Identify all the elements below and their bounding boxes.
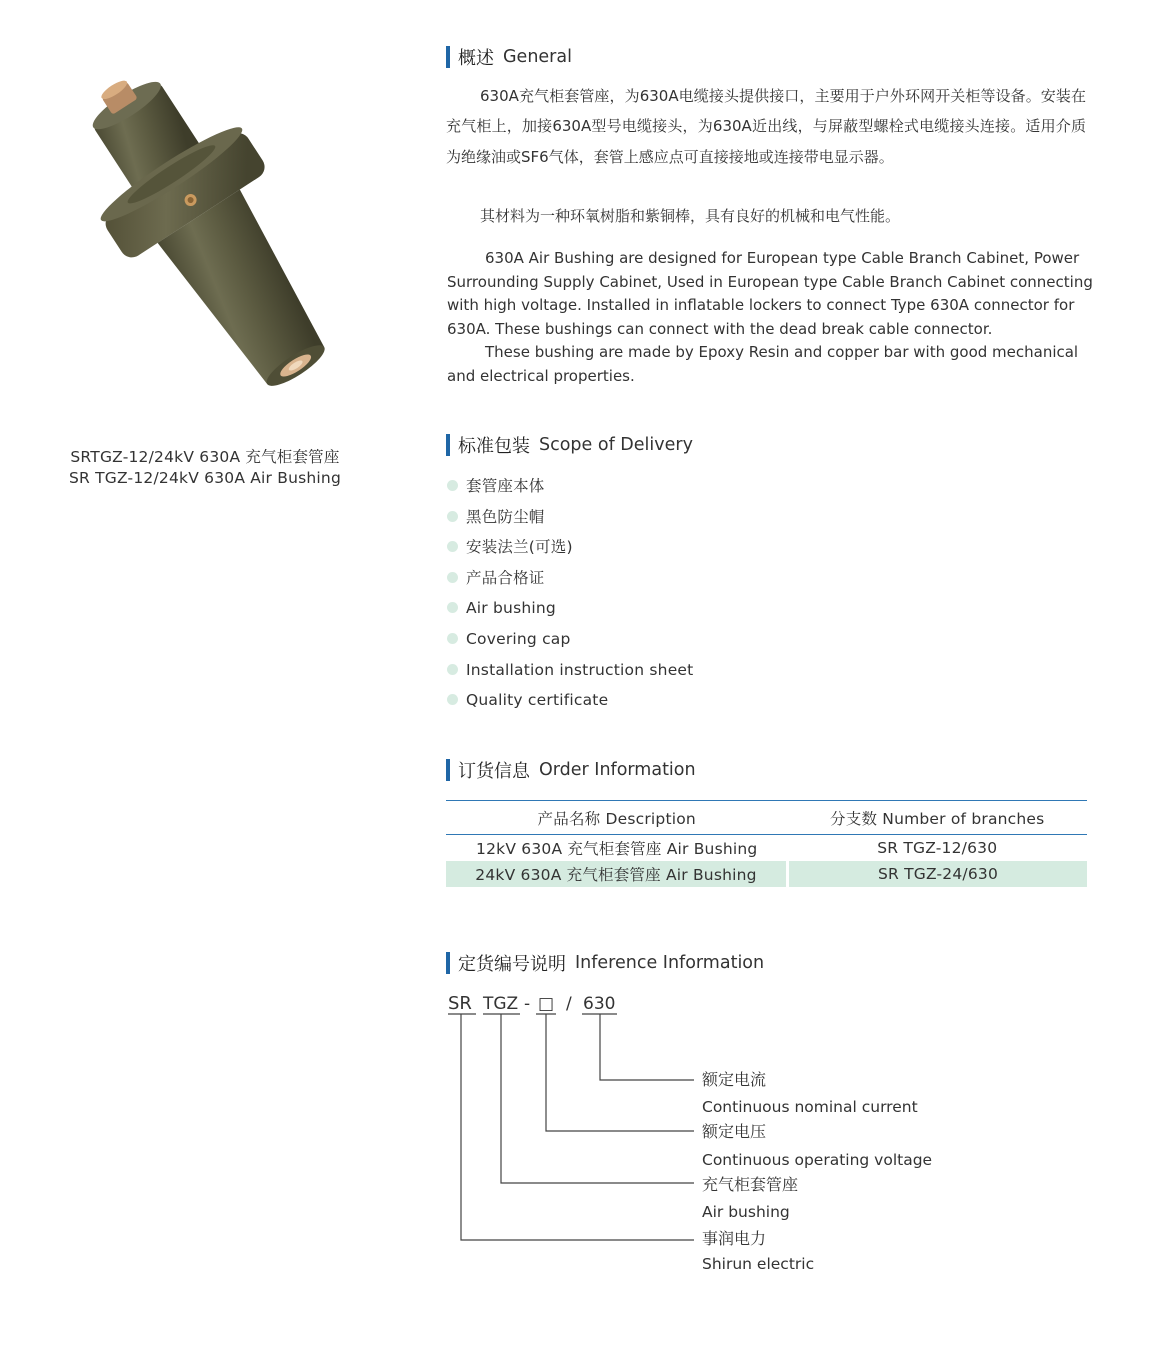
bullet-dot-icon	[447, 572, 458, 583]
bullet-dot-icon	[447, 664, 458, 675]
label-voltage-zh: 额定电压	[702, 1122, 767, 1141]
label-current-en: Continuous nominal current	[702, 1098, 918, 1116]
table-cell-code: SR TGZ-24/630	[788, 861, 1088, 887]
bullet-dot-icon	[447, 511, 458, 522]
leader-lines	[461, 1014, 694, 1240]
delivery-heading-en: Scope of Delivery	[539, 435, 693, 455]
product-caption-zh: SRTGZ-12/24kV 630A 充气柜套管座	[70, 448, 340, 466]
table-cell-description: 24kV 630A 充气柜套管座 Air Bushing	[446, 861, 788, 887]
table-cell-code: SR TGZ-12/630	[877, 839, 998, 857]
inference-heading-zh: 定货编号说明	[458, 954, 566, 975]
order-table	[446, 800, 1087, 887]
code-part-tgz: TGZ	[483, 994, 519, 1014]
general-paragraph-en-1: 630A Air Bushing are designed for European type Cable Branch Cabinet, Power Surrounding Supply Cabinet, Used in European type Cable Branch Cabinet connecting with high voltage. Installed in inflatable lockers to connect Type 630A connector for 630A. These bushings can connect with the dead break cable connector.	[447, 249, 1093, 338]
list-item: 黑色防尘帽	[446, 505, 693, 536]
column-header-description: 产品名称 Description	[537, 809, 696, 828]
order-heading-zh: 订货信息	[458, 761, 530, 782]
general-paragraph-en-2: These bushing are made by Epoxy Resin and copper bar with good mechanical and electrical properties.	[447, 343, 1079, 385]
inference-heading-en: Inference Information	[575, 953, 765, 973]
list-item: 套管座本体	[446, 474, 693, 505]
heading-accent-bar	[446, 434, 450, 456]
bullet-dot-icon	[447, 602, 458, 613]
product-image	[55, 70, 375, 420]
code-part-current: 630	[583, 994, 616, 1014]
general-heading-en: General	[503, 47, 572, 67]
code-separator-dash: -	[524, 994, 531, 1014]
bullet-dot-icon	[447, 633, 458, 644]
column-header-branches: 分支数 Number of branches	[830, 809, 1045, 828]
list-item: Quality certificate	[446, 688, 693, 719]
heading-accent-bar	[446, 46, 450, 68]
inference-heading	[446, 951, 764, 975]
label-current-zh: 额定电流	[702, 1070, 767, 1089]
inference-diagram	[440, 985, 980, 1285]
general-heading-zh: 概述	[458, 48, 494, 69]
list-item: Installation instruction sheet	[446, 658, 693, 689]
label-voltage-en: Continuous operating voltage	[702, 1151, 933, 1169]
code-part-voltage-placeholder: □	[538, 994, 555, 1014]
general-heading	[446, 45, 572, 69]
product-caption-en: SR TGZ-12/24kV 630A Air Bushing	[69, 469, 341, 487]
heading-accent-bar	[446, 759, 450, 781]
list-item: Covering cap	[446, 627, 693, 658]
table-row	[446, 861, 1087, 887]
table-row	[446, 835, 1087, 862]
delivery-heading	[446, 433, 693, 457]
order-heading	[446, 758, 696, 782]
general-paragraph-zh-1: 630A充气柜套管座，为630A电缆接头提供接口，主要用于户外环网开关柜等设备。安装在充气柜上，加接630A型号电缆接头，为630A近出线，与屏蔽型螺栓式电缆接头连接。适用介质为绝缘油或SF6气体，套管上感应点可直接接地或连接带电显示器。	[446, 87, 1086, 166]
label-company-en: Shirun electric	[702, 1255, 815, 1273]
table-cell-description: 12kV 630A 充气柜套管座 Air Bushing	[476, 840, 758, 858]
bullet-dot-icon	[447, 694, 458, 705]
table-header-row	[446, 801, 1087, 835]
bullet-dot-icon	[447, 480, 458, 491]
bullet-dot-icon	[447, 541, 458, 552]
list-item: 安装法兰(可选)	[446, 535, 693, 566]
list-item: Air bushing	[446, 596, 693, 627]
label-bushing-zh: 充气柜套管座	[702, 1175, 799, 1194]
code-separator-slash: /	[566, 994, 572, 1014]
order-heading-en: Order Information	[539, 760, 696, 780]
general-paragraph-zh-2: 其材料为一种环氧树脂和紫铜棒，具有良好的机械和电气性能。	[480, 207, 901, 225]
list-item: 产品合格证	[446, 566, 693, 597]
delivery-list	[446, 474, 693, 719]
delivery-heading-zh: 标准包装	[458, 436, 530, 457]
code-part-sr: SR	[448, 993, 472, 1014]
heading-accent-bar	[446, 952, 450, 974]
label-bushing-en: Air bushing	[702, 1203, 790, 1221]
label-company-zh: 事润电力	[702, 1229, 767, 1248]
